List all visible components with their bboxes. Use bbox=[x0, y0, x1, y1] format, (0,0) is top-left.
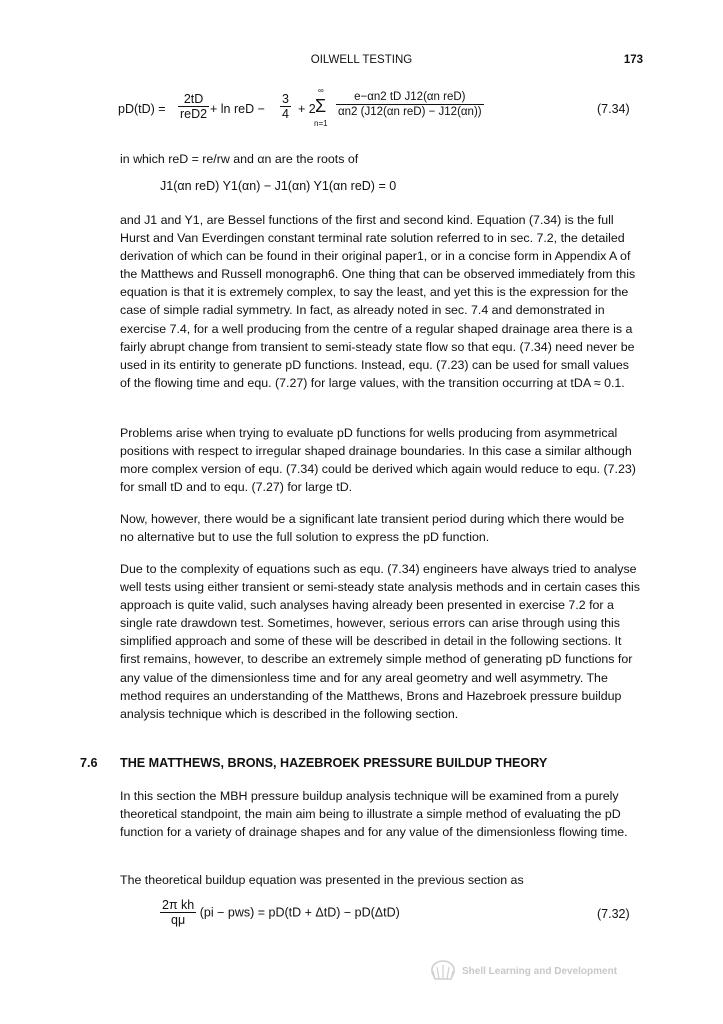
eq-term1 bbox=[178, 92, 209, 121]
eq732-numerator: 2π kh bbox=[162, 898, 195, 912]
paragraph-late-transient: Now, however, there would be a significant late transient period during which there would be no alternative but to use the full solution to express the pD function. bbox=[120, 512, 625, 545]
section-title: THE MATTHEWS, BRONS, HAZEBROEK PRESSURE BUILDUP THEORY bbox=[120, 756, 548, 770]
eq-three: 3 bbox=[282, 92, 289, 106]
eq-sum-symbol: Σ bbox=[315, 96, 327, 116]
paragraph-asymmetrical: Problems arise when trying to evaluate pD functions for wells producing from asymmetrical positions with respect to irregular shaped drainage boundaries. In this case a similar although more complex version of equ. (7.34) could be derived which again would reduce to equ. (7.23) for small tD and to equ. (7.27) for large tD. bbox=[120, 426, 636, 495]
eq-ln-term: + ln reD − bbox=[210, 102, 265, 116]
paragraph-bessel: and J1 and Y1, are Bessel functions of the first and second kind. Equation (7.34) is the full Hurst and Van Everdingen constant terminal rate solution referred to in sec. 7.2, the detailed derivation of which can be found in their original paper1, or in a concise form in Appendix A of the Matthews and Russell monograph6. One thing that can be observed immediately from this equation is that it is extremely complex, to say the least, and yet this is the expression for the case of simple radial symmetry. In fact, as already noted in sec. 7.4 and demonstrated in exercise 7.4, for a well producing from the centre of a regular shaped drainage area there is a fairly abrupt change from transient to semi-steady state flow so that equ. (7.34) need never be used in its entirity to generate pD functions. Instead, equ. (7.23) can be used for small values of the flowing time and equ. (7.27) for large values, with the transition occurring at tDA ≈ 0.1. bbox=[120, 213, 636, 390]
eq-term1-denominator: reD2 bbox=[180, 107, 208, 121]
paragraph-mbh-intro: In this section the MBH pressure buildup analysis technique will be examined from a purely theoretical standpoint, the main aim being to illustrate a simple method of evaluating the pD function for a variety of drainage shapes and for any value of the dimensionless flowing time. bbox=[120, 789, 628, 840]
equation-number-7-34: (7.34) bbox=[597, 102, 630, 116]
eq732-rest: (pi − pws) = pD(tD + ΔtD) − pD(ΔtD) bbox=[199, 905, 400, 920]
shell-icon bbox=[430, 960, 456, 982]
eq-lhs: pD(tD) = bbox=[118, 102, 166, 116]
shell-logo bbox=[430, 960, 617, 982]
eq732-denominator: qμ bbox=[171, 913, 186, 927]
equation-7-32 bbox=[160, 898, 400, 927]
paragraph-complexity: Due to the complexity of equations such as equ. (7.34) engineers have always tried to analyse well tests using either transient or semi-steady state analysis methods and in certain cases this approach is quite valid, such analyses having already been presented in exercise 7.2 for a single rate drawdown test. Sometimes, however, serious errors can arise through using this simplified approach and some of these will be described in detail in the following sections. It first remains, however, to describe an extremely simple method of generating pD functions for any value of the dimensionless time and for any areal geometry and well asymmetry. The method requires an understanding of the Matthews, Brons and Hazebroek pressure buildup analysis technique which is described in the following section. bbox=[120, 562, 640, 721]
eq-sum-denominator: αn2 (J12(αn reD) − J12(αn)) bbox=[338, 106, 482, 118]
paragraph-buildup-equation: The theoretical buildup equation was presented in the previous section as bbox=[120, 873, 524, 887]
running-header: OILWELL TESTING bbox=[310, 54, 413, 66]
roots-equation: J1(αn reD) Y1(αn) − J1(αn) Y1(αn reD) = 0 bbox=[160, 179, 397, 193]
equation-number-7-32: (7.32) bbox=[597, 907, 630, 921]
eq732-fraction bbox=[160, 898, 196, 927]
eq-sum-top: ∞ bbox=[318, 86, 324, 95]
equation-7-34 bbox=[118, 86, 558, 132]
section-number: 7.6 bbox=[80, 756, 98, 770]
eq-term1-numerator: 2tD bbox=[178, 92, 209, 107]
eq-four: 4 bbox=[282, 107, 289, 121]
eq-three-quarters bbox=[280, 92, 291, 121]
logo-text: Shell Learning and Development bbox=[462, 965, 618, 977]
eq-sum-bottom: n=1 bbox=[314, 119, 328, 128]
eq-plus-two: + 2 bbox=[298, 102, 316, 116]
eq-sum-numerator: e−αn2 tD J12(αn reD) bbox=[336, 90, 484, 105]
eq-sum-fraction bbox=[336, 90, 484, 119]
roots-intro: in which reD = re/rw and αn are the roots of bbox=[120, 152, 359, 166]
page-number: 173 bbox=[623, 54, 643, 66]
